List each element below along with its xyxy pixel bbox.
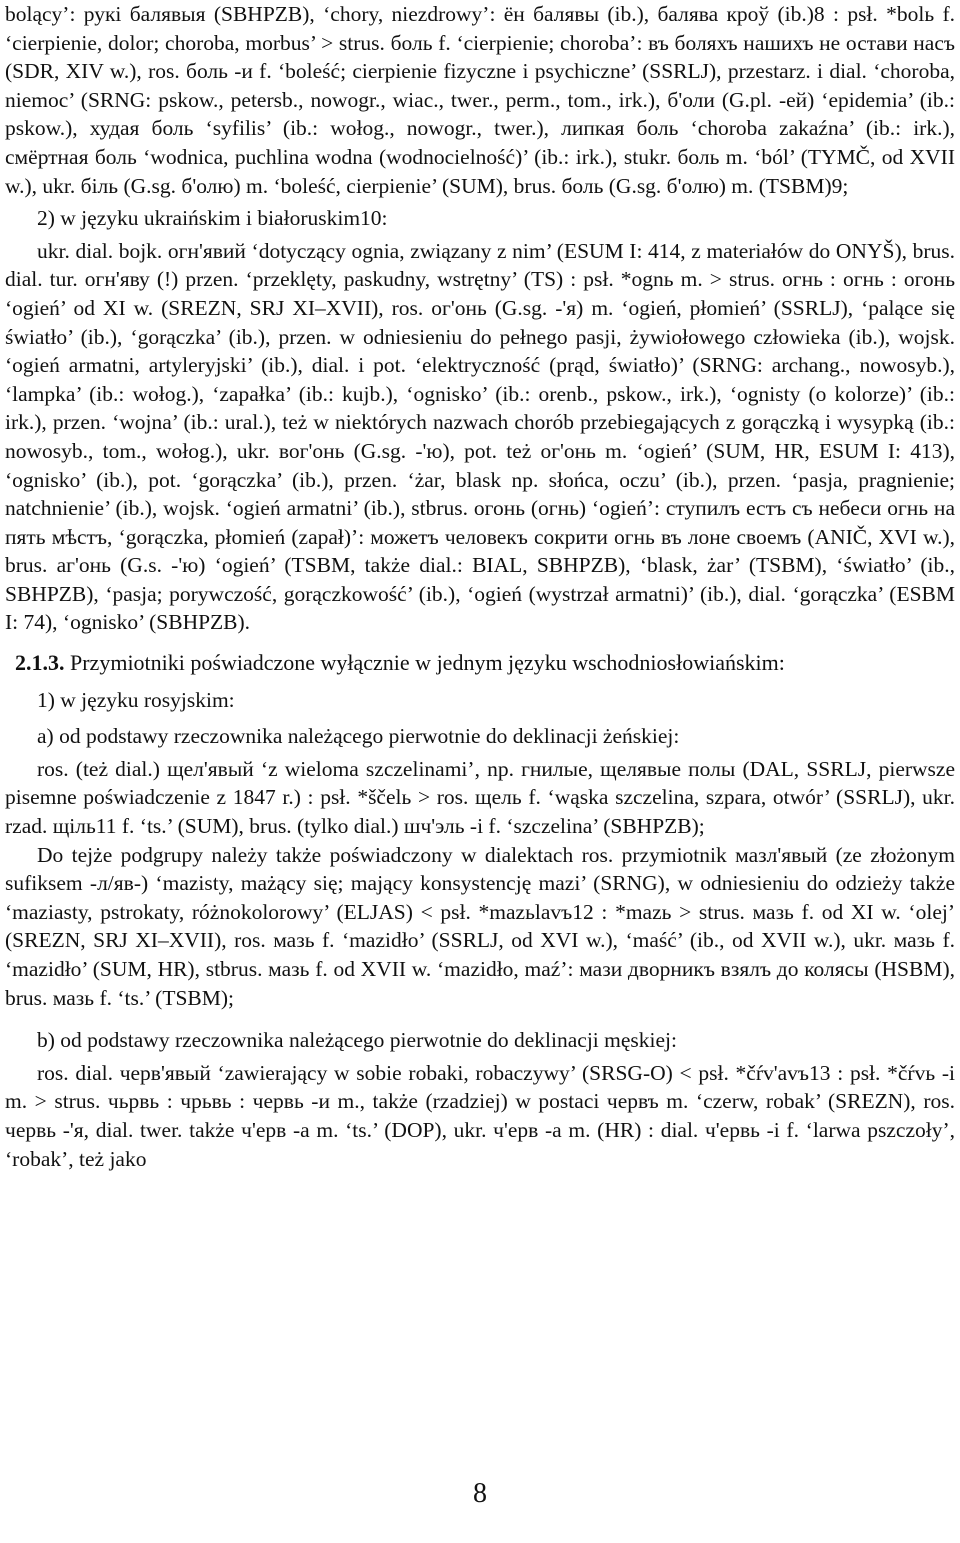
section-heading <box>5 649 955 678</box>
body-paragraph: ros. dial. черв'явый ‘zawierający w sobie robaki, robaczywy’ (SRSG-O) < psł. *čŕv'avъ13 : psł. *čŕvь -i m. > strus. чьрвь : чрьвь : червь -и m., także (rzadziej) w postaci червъ m. ‘czerw, robak’ (SREZN), ros. червь -'я, dial. twer. także ч'ерв -а m. ‘ts.’ (DOP), ukr. ч'ерв -а m. (HR) : dial. ч'ервь -і f. ‘larwa pszczoły’, ‘robak’, też jako <box>5 1060 955 1171</box>
subsection-heading: b) od podstawy rzeczownika należącego pierwotnie do deklinacji męskiej: <box>37 1028 677 1053</box>
page-number: 8 <box>473 1478 487 1509</box>
body-paragraph: ukr. dial. bojk. огн'явий ‘dotyczący ognia, związany z nim’ (ESUM I: 414, z materiałów do ONYŠ), brus. dial. tur. огн'яву (!) przen. ‘przeklęty, paskudny, wstrętny’ (TS) : psł. *ognь m. > strus. огнь : огнь : огонь ‘ogień’ od XI w. (SREZN, SRJ XI–XVII), ros. ог'онь (G.sg. -'я) m. ‘ogień, płomień’ (SSRLJ), ‘palące się światło’ (ib.), ‘gorączka’ (ib.), przen. w odniesieniu do pełnego pasji, żywiołowego człowieka (ib.), wojsk. ‘ogień armatni, artyleryjski’ (ib.), dial. i pot. ‘elektryczność (prąd, światło)’ (SRNG: archang., nowosyb.), ‘lampka’ (ib.: wołog.), ‘zapałka’ (ib.: kujb.), ‘ognisko’ (ib.: orenb., pskow., irk.), ‘ognisty (o kolorze)’ (ib.: irk.), przen. ‘wojna’ (ib.: ural.), też w niektórych nazwach chorób przebiegających z gorączką i wysypką (ib.: nowosyb., tom., wołog.), ukr. вог'онь (G.sg. -'ю), pot. też ог'онь m. ‘ogień’ (SUM, HR, ESUM I: 413), ‘ognisko’ (ib.), pot. ‘gorączka’ (ib.), przen. ‘żar, blask np. słońca, oczu’ (ib.), przen. ‘pasja, pragnienie; natchnienie’ (ib.), wojsk. ‘ogień armatni’ (ib.), stbrus. огонь (огнь) ‘ogień’: ступилъ естъ съ небеси огнь на пять мѣстъ, ‘gorączka, płomień (zapał)’: можетъ человекъ сокрити огнь въ лоне своемъ (ANIČ, XVI w.), brus. аг'онь (G.s. -'ю) ‘ogień’ (TSBM, także dial.: BIAL, SBHPZB), ‘blask, żar’ (TSBM), ‘światło’ (ib., SBHPZB), ‘pasja; porywczość, gorączkowość’ (ib.), ‘ogień (wystrzał armatni)’ (ib.), dial. ‘gorączka’ (ESBM I: 74), ‘ognisko’ (SBHPZB). <box>5 238 955 635</box>
subsection-heading: 1) w języku rosyjskim: <box>37 687 235 712</box>
section-title: Przymiotniki poświadczone wyłącznie w jednym języku wschodniosłowiańskim: <box>70 650 785 676</box>
list-item-heading: 2) w języku ukraińskim i białoruskim10: <box>37 206 388 231</box>
body-paragraph: bolący’: рукі балявыя (SBHPZB), ‘chory, niezdrowy’: ён балявы (ib.), балява кроў (ib.)8 : psł. *bolь f. ‘cierpienie, dolor; choroba, morbus’ > strus. боль f. ‘cierpienie; choroba’: въ боляхъ нашихъ не остави насъ (SDR, XIV w.), ros. боль -и f. ‘boleść; cierpienie fizyczne i psychiczne’ (SSRLJ), przestarz. i dial. ‘choroba, niemoc’ (SRNG: pskow., petersb., nowogr., wiac., twer., perm., tom., irk.), б'оли (G.pl. -ей) ‘epidemia’ (ib.: pskow.), худая боль ‘syfilis’ (ib.: wołog., nowogr., twer.), липкая боль ‘choroba zakaźna’ (ib.: irk.), смёртная боль ‘wodnica, puchlina wodna (wodnocielność)’ (ib.: irk.), stukr. боль m. ‘ból’ (TYMČ, od XVII w.), ukr. біль (G.sg. б'олю) m. ‘boleść, cierpienie’ (SUM), brus. боль (G.sg. б'олю) m. (TSBM)9; <box>5 2 955 198</box>
body-paragraph: ros. (też dial.) щел'явый ‘z wieloma szczelinami’, np. гнилые, щелявые полы (DAL, SSRLJ, pierwsze pisemne poświadczenie z 1847 r.) : psł. *ščelь > ros. щель f. ‘wąska szczelina, szpara, otwór’ (SSRLJ), ukr. rzad. щіль11 f. ‘ts.’ (SUM), brus. (tylko dial.) шч'эль -і f. ‘szczelina’ (SBHPZB); <box>5 756 955 839</box>
subsection-heading: a) od podstawy rzeczownika należącego pierwotnie do deklinacji żeńskiej: <box>37 724 680 749</box>
body-paragraph: Do tejże podgrupy należy także poświadczony w dialektach ros. przymiotnik мазл'явый (ze złożonym sufiksem -л/яв-) ‘mazisty, mażący się; mający konsystencję mazi’ (SRNG), w odniesieniu do odzieży także ‘maziasty, pstrokaty, różnokolorowy’ (ELJAS) < psł. *mazьlavъ12 : *mazь > strus. мазь f. od XI w. ‘olej’ (SREZN, SRJ XI–XVII), ros. мазь f. ‘mazidło’ (SSRLJ, od XVI w.), ‘maść’ (ib., od XVII w.), ukr. мазь f. ‘mazidło’ (SUM, HR), stbrus. мазь f. od XVII w. ‘mazidło, maź’: мази дворникъ взялъ до колясы (HSBM), brus. мазь f. ‘ts.’ (TSBM); <box>5 842 955 1010</box>
section-number: 2.1.3. <box>15 650 65 676</box>
